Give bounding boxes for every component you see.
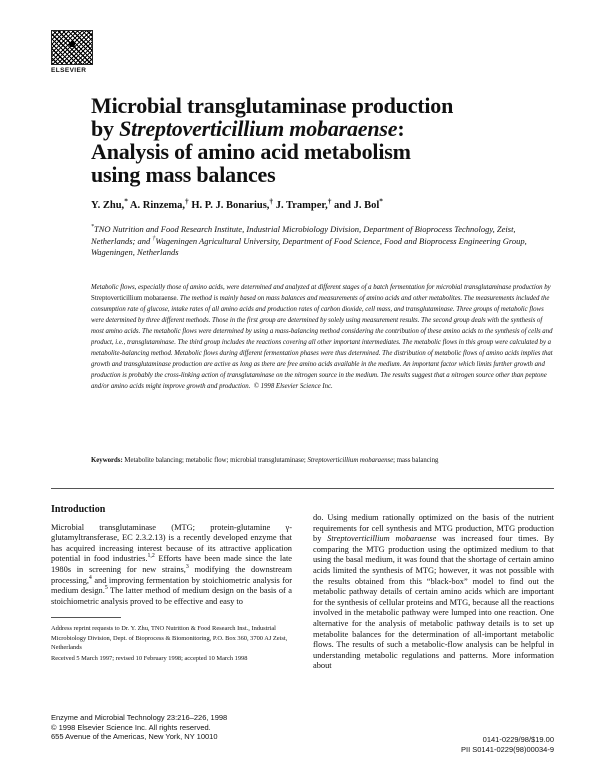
title-line-2 (91, 117, 551, 140)
footer-rights: © 1998 Elsevier Science Inc. All rights reserved. (51, 722, 211, 732)
abstract-species: Streptoverticillium mobaraense (91, 295, 177, 302)
abstract (91, 282, 554, 392)
keywords-text-1: Metabolite balancing; metabolic flow; microbial transglutaminase; (124, 457, 308, 464)
affil-mark-2: † (152, 235, 156, 242)
author-1-mark: * (124, 196, 128, 206)
keywords-label: Keywords: (91, 457, 123, 464)
right-species: Streptoverticillium mobaraense (327, 534, 437, 544)
footnote (51, 624, 292, 663)
author-5: J. Bol (353, 200, 380, 211)
title-species: Streptoverticillium mobaraense (119, 116, 398, 141)
author-4-mark: † (327, 196, 332, 206)
footer-right (461, 735, 554, 754)
abstract-part-2: . The method is mainly based on mass balances and measurements of amino acids and other metabolites. The measurements included the consumption rate of glucose, intake rates of all amino acids and production rates of carbon dioxide, cell mass, and transglutaminase. Three groups of metabolic flows were determined by three different methods. Those in the first group are determined by solely using measurement results. The second group deals with the synthesis of most amino acids. The metabolic flows were determined by using a mass-balancing method considering the contribution of these amino acids to the synthesis of cells and product, i.e., transglutaminase. The third group includes the reactions covering all other important intermediates. The metabolic flows in this group were calculated by a metabolite-balancing method. Metabolic flows during different fermentation phases were thus determined. The distribution of metabolic flows of amino acids implies that growth and transglutaminase production are active as long as there are free amino acids available in the medium. An important factor which limits further growth and production is probably the cross-linking action of transglutaminase on the nitrogen source in the medium. The results suggest that a nitrogen source other than peptone and/or amino acids might improve growth and production. (91, 295, 553, 390)
footer-left (51, 713, 227, 742)
article-title (91, 94, 551, 186)
author-2-mark: † (185, 196, 189, 206)
intro-ref-3: 4 (88, 574, 92, 581)
affiliations (91, 224, 551, 259)
intro-text-d: and improving fermentation by stoichiometric analysis for medium design. (51, 575, 292, 596)
intro-ref-2: 3 (185, 564, 189, 571)
abstract-part-1: Metabolic flows, especially those of amino acids, were determined and analyzed at different stages of a batch fermentation for microbial transglutaminase production by (91, 284, 551, 291)
intro-paragraph-continued (313, 513, 554, 672)
intro-paragraph-1 (51, 523, 292, 608)
intro-heading: Introduction (51, 504, 106, 515)
author-3-mark: † (269, 196, 274, 206)
footnote-address: Address reprint requests to Dr. Y. Zhu, TNO Nutrition & Food Research Inst., Industrial Microbiology Division, Dept. of Bioprocess & Biomonitoring, P.O. Box 360, 3700 AJ Zeist, Netherlands (51, 625, 288, 652)
title-line-3: Analysis of amino acid metabolism (91, 139, 411, 164)
affil-text-2: Wageningen Agricultural University, Department of Food Science, Food and Bioprocess Engineering Group, Wageningen, Netherlands (91, 235, 527, 257)
publisher-logo (51, 30, 91, 74)
left-column (51, 505, 292, 664)
author-5-mark: * (379, 196, 383, 206)
elsevier-tree-icon (51, 30, 93, 65)
affil-text-1: TNO Nutrition and Food Research Institute, Industrial Microbiology Division, Department of Bioprocess Technology, Zeist, Netherlands; and (91, 224, 516, 246)
intro-text-c: modifying the downstream processing, (51, 564, 292, 585)
author-4: J. Tramper, (275, 200, 328, 211)
author-1: Y. Zhu, (91, 200, 125, 211)
intro-ref-4: 5 (104, 585, 108, 592)
title-line-2-prefix: by (91, 116, 120, 141)
footer-pii: PII S0141-0229(98)00034-9 (461, 744, 554, 754)
right-column (313, 513, 554, 672)
footer-address: 655 Avenue of the Americas, New York, NY 10010 (51, 732, 218, 741)
intro-ref-1: 1,2 (147, 553, 155, 560)
affil-mark-1: * (91, 224, 94, 231)
title-line-2-suffix: : (397, 116, 405, 141)
footer-journal: Enzyme and Microbial Technology 23:216–226, 1998 (51, 713, 228, 722)
right-text-a: do. Using medium rationally optimized on the basis of the nutrient requirements for cell synthesis and MTG production, MTG production by (313, 513, 554, 544)
intro-text-b: Efforts have been made since the late 1980s in screening for new strains, (51, 554, 292, 574)
title-line-4: using mass balances (91, 162, 276, 187)
title-line-1: Microbial transglutaminase production (91, 93, 454, 118)
footer-issn: 0141-0229/98/$19.00 (482, 735, 554, 744)
author-2: A. Rinzema, (129, 200, 186, 211)
footnote-divider (51, 617, 121, 618)
section-divider (51, 488, 554, 489)
publisher-name: ELSEVIER (51, 67, 87, 74)
author-and: and (334, 200, 351, 211)
footnote-received: Received 5 March 1997; revised 10 February 1998; accepted 10 March 1998 (51, 654, 248, 662)
keywords-species: Streptoverticillium mobaraense (307, 457, 394, 464)
keywords-text-2: ; mass balancing (393, 457, 439, 464)
author-list (91, 196, 551, 211)
right-text-b: was increased four times. By comparing the MTG production using the optimized medium to that using the basal medium, it was found that the shortage of certain amino acids limited the synthesis of MTG; however, it was not possible with the results obtained from this “black-box” model to find out the metabolic pathway details of certain amino acids which are important for the synthesis of cellular proteins and MTG, because all the reactions involved in the metabolic pathway were lumped into one reaction. One alternative for the analysis of metabolic pathway details is to set up metabolite balances for the determination of all-important metabolic flows. The results of such a metabolic-flow analysis can be helpful in understanding metabolic regulations and patterns. More information about (313, 534, 554, 671)
author-3: H. P. J. Bonarius, (191, 200, 270, 211)
intro-text-e: The latter method of medium design on the basis of a stoichiometric analysis proved to be effective and easy to (51, 586, 292, 606)
abstract-copyright: © 1998 Elsevier Science Inc. (253, 383, 333, 390)
keywords (91, 456, 551, 466)
intro-text-a: Microbial transglutaminase (MTG; protein-glutamine γ-glutamyltransferase, EC 2.3.2.13) is a recently developed enzyme that has acquired increasing interest because of its attractive application potential in food industries. (51, 522, 292, 564)
